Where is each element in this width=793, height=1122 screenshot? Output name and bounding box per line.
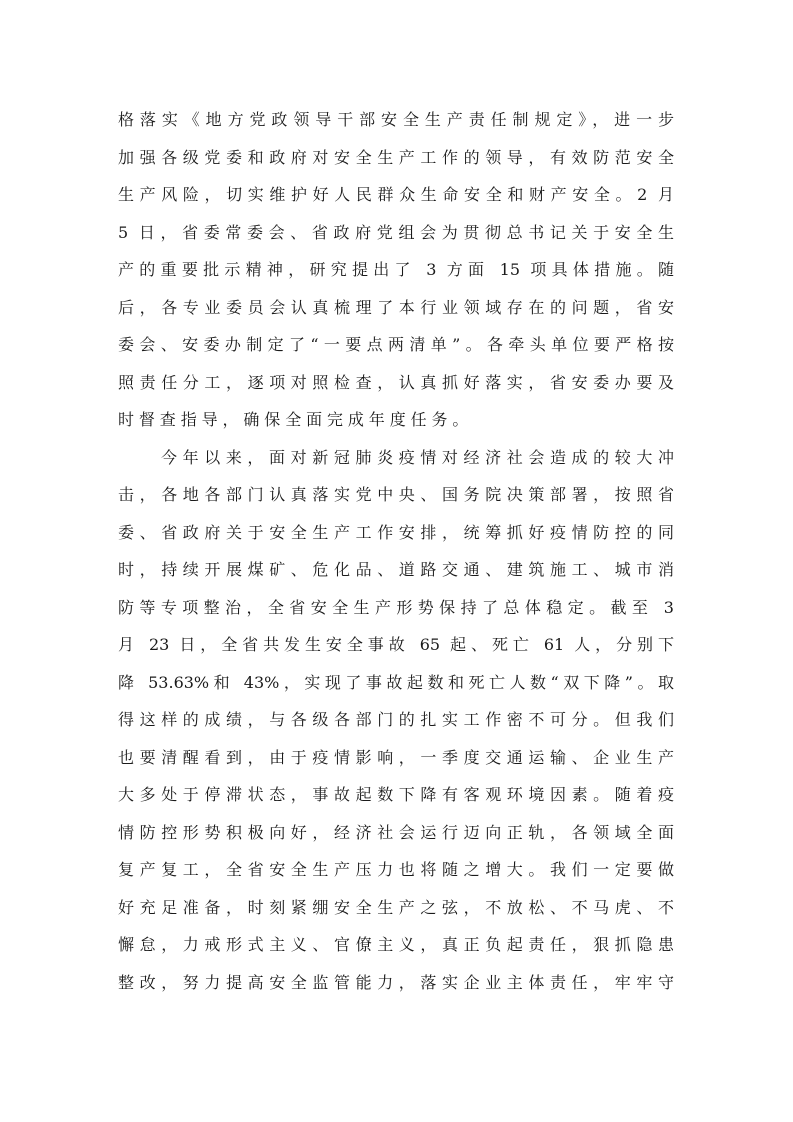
- text-line: 产的重要批示精神，研究提出了 3 方面 15 项具体措施。随: [118, 260, 674, 279]
- text-line: 5 日，省委常委会、省政府党组会为贯彻总书记关于安全生: [118, 222, 674, 242]
- text-line: 时，持续开展煤矿、危化品、道路交通、建筑施工、城市消: [118, 560, 674, 579]
- text-line: 防等专项整治，全省安全生产形势保持了总体稳定。截至 3: [118, 597, 674, 617]
- paragraph-2: [118, 439, 674, 1002]
- text-line: 月 23 日，全省共发生安全事故 65 起、死亡 61 人，分别下: [118, 635, 674, 654]
- paragraph-1: [118, 101, 674, 439]
- text-line: 后，各专业委员会认真梳理了本行业领域存在的问题，省安: [118, 297, 674, 317]
- text-line: 复产复工，全省安全生产压力也将随之增大。我们一定要做: [118, 860, 674, 879]
- text-line: 加强各级党委和政府对安全生产工作的领导，有效防范安全: [118, 147, 674, 167]
- text-line: 整改，努力提高安全监管能力，落实企业主体责任，牢牢守: [118, 972, 674, 992]
- text-line: 降 53.63%和 43%，实现了事故起数和死亡人数“双下降”。取: [118, 672, 674, 692]
- text-line: 时督查指导，确保全面完成年度任务。: [118, 410, 474, 429]
- document-page: [118, 101, 674, 1001]
- text-line: 照责任分工，逐项对照检查，认真抓好落实，省安委办要及: [118, 372, 674, 392]
- text-line: 大多处于停滞状态，事故起数下降有客观环境因素。随着疫: [118, 785, 674, 804]
- text-line: 委、省政府关于安全生产工作安排，统筹抓好疫情防控的同: [118, 522, 674, 542]
- text-line: 也要清醒看到，由于疫情影响，一季度交通运输、企业生产: [118, 747, 674, 767]
- text-line: 懈怠，力戒形式主义、官僚主义，真正负起责任，狠抓隐患: [118, 935, 674, 954]
- text-line: 委会、安委办制定了“一要点两清单”。各牵头单位要严格按: [118, 335, 674, 354]
- text-line: 击，各地各部门认真落实党中央、国务院决策部署，按照省: [118, 485, 674, 504]
- text-line: 格落实《地方党政领导干部安全生产责任制规定》，进一步: [118, 110, 674, 129]
- text-line: 今年以来，面对新冠肺炎疫情对经济社会造成的较大冲: [161, 447, 674, 467]
- text-line: 情防控形势积极向好，经济社会运行迈向正轨，各领域全面: [118, 822, 674, 842]
- text-line: 好充足准备，时刻紧绷安全生产之弦，不放松、不马虎、不: [118, 897, 674, 917]
- text-line: 得这样的成绩，与各级各部门的扎实工作密不可分。但我们: [118, 710, 674, 729]
- text-line: 生产风险，切实维护好人民群众生命安全和财产安全。2 月: [118, 185, 674, 204]
